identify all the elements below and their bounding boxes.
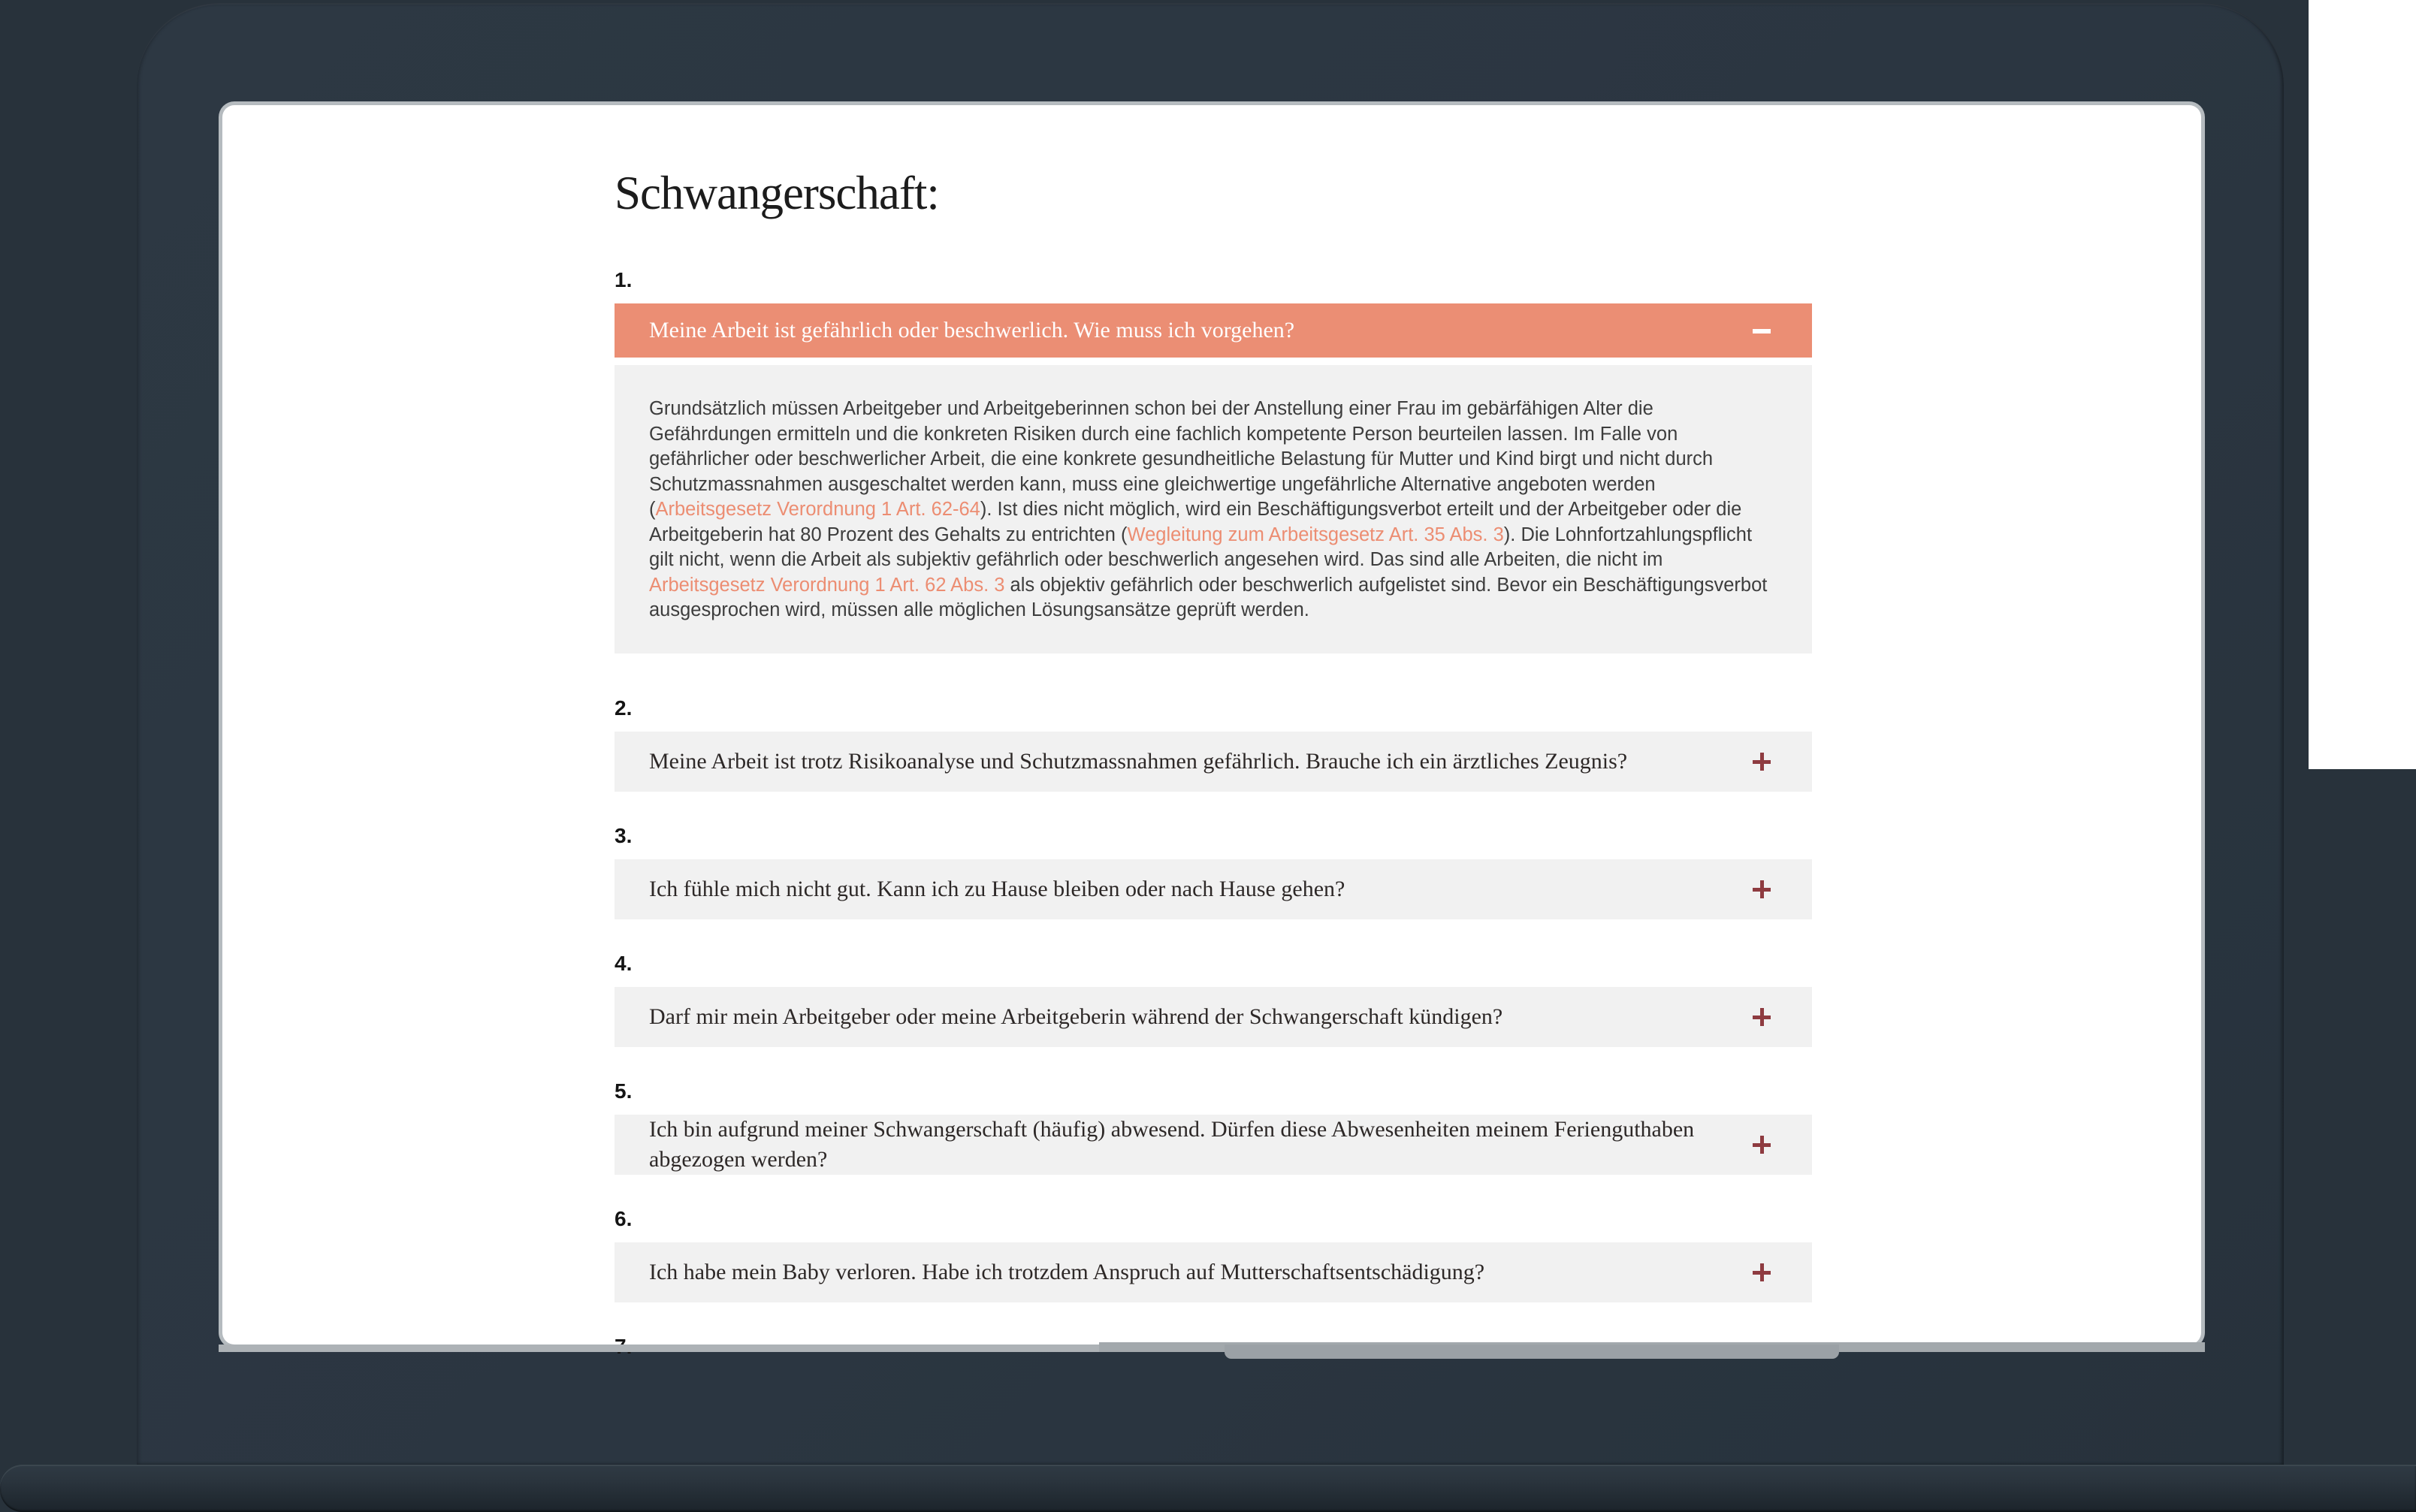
faq-question-header[interactable] xyxy=(615,732,1812,792)
plus-icon[interactable] xyxy=(1753,1136,1771,1154)
faq-item xyxy=(615,825,1812,919)
faq-question-header[interactable] xyxy=(615,303,1812,358)
faq-question-header[interactable] xyxy=(615,987,1812,1047)
minus-icon[interactable] xyxy=(1753,321,1771,340)
plus-icon[interactable] xyxy=(1753,1263,1771,1281)
plus-icon[interactable] xyxy=(1753,880,1771,898)
laptop-hinge-notch xyxy=(1225,1345,1839,1359)
answer-text: ). Die Lohnfortzahlungspflicht gilt nicht, wenn die Arbeit als subjektiv gefährlich oder beschwerlich angesehen wird. Das sind alle Arbeiten, die nicht im xyxy=(649,524,1753,570)
faq-item xyxy=(615,1080,1812,1175)
faq-item xyxy=(615,269,1812,653)
faq-question-text: Meine Arbeit ist trotz Risikoanalyse und Schutzmassnahmen gefährlich. Brauche ich ein ärztliches Zeugnis? xyxy=(649,748,1628,774)
faq-question-text: Darf mir mein Arbeitgeber oder meine Arbeitgeberin während der Schwangerschaft kündigen? xyxy=(649,1003,1503,1029)
faq-item-number: 6. xyxy=(615,1206,633,1230)
faq-item-number: 3. xyxy=(615,823,633,847)
faq-answer xyxy=(615,365,1812,653)
faq-accordion xyxy=(615,269,1812,1358)
faq-question-text: Ich bin aufgrund meiner Schwangerschaft (häufig) abwesend. Dürfen diese Abwesenheiten meinem Ferienguthaben abgezogen werden? xyxy=(649,1116,1695,1172)
laptop-base xyxy=(0,1465,2416,1512)
laptop-screen xyxy=(222,105,2201,1345)
faq-item xyxy=(615,1208,1812,1302)
faq-item-number: 4. xyxy=(615,951,633,975)
legal-reference-link[interactable]: Arbeitsgesetz Verordnung 1 Art. 62-64 xyxy=(655,499,980,520)
answer-text: Grundsätzlich müssen Arbeitgeber und Arbeitgeberinnen schon bei der Anstellung einer Frau im gebärfähigen Alter die Gefährdungen ermitteln und die konkreten Risiken durch eine fachlich kompetente Person beurteilen lassen. Im Falle von gefährlicher oder beschwerlicher Arbeit, die eine konkrete gesundheitliche Belastung für Mutter und Kind birgt und nicht durch Schutzmassnahmen ausgeschaltet werden kann, muss eine gleichwertige ungefährliche Alternative angeboten werden ( xyxy=(649,398,1714,520)
faq-item-number: 1. xyxy=(615,268,633,291)
legal-reference-link[interactable]: Arbeitsgesetz Verordnung 1 Art. 62 Abs. 3 xyxy=(649,574,1005,596)
faq-item xyxy=(615,697,1812,792)
faq-question-header[interactable] xyxy=(615,1115,1812,1175)
faq-question-text: Ich habe mein Baby verloren. Habe ich trotzdem Anspruch auf Mutterschaftsentschädigung? xyxy=(649,1259,1485,1284)
answer-text: ). Ist dies nicht möglich, wird ein Beschäftigungsverbot erteilt und der Arbeitgeber oder die Arbeitgeberin hat 80 Prozent des Gehalts zu entrichten ( xyxy=(649,499,1742,545)
plus-icon[interactable] xyxy=(1753,1008,1771,1026)
answer-text: als objektiv gefährlich oder beschwerlich aufgelistet sind. Bevor ein Beschäftigungsverbot ausgesprochen wird, müssen alle möglichen Lösungsansätze geprüft werden. xyxy=(649,574,1768,620)
page-title: Schwangerschaft: xyxy=(615,167,939,219)
faq-item-number: 5. xyxy=(615,1079,633,1103)
plus-icon[interactable] xyxy=(1753,753,1771,771)
faq-question-header[interactable] xyxy=(615,859,1812,919)
legal-reference-link[interactable]: Wegleitung zum Arbeitsgesetz Art. 35 Abs. 3 xyxy=(1127,524,1504,545)
faq-question-header[interactable] xyxy=(615,1242,1812,1302)
faq-question-text: Meine Arbeit ist gefährlich oder beschwerlich. Wie muss ich vorgehen? xyxy=(649,318,1295,343)
faq-item xyxy=(615,952,1812,1047)
faq-question-text: Ich fühle mich nicht gut. Kann ich zu Hause bleiben oder nach Hause gehen? xyxy=(649,876,1345,901)
faq-section xyxy=(615,167,1812,1370)
faq-item-number: 2. xyxy=(615,696,633,720)
